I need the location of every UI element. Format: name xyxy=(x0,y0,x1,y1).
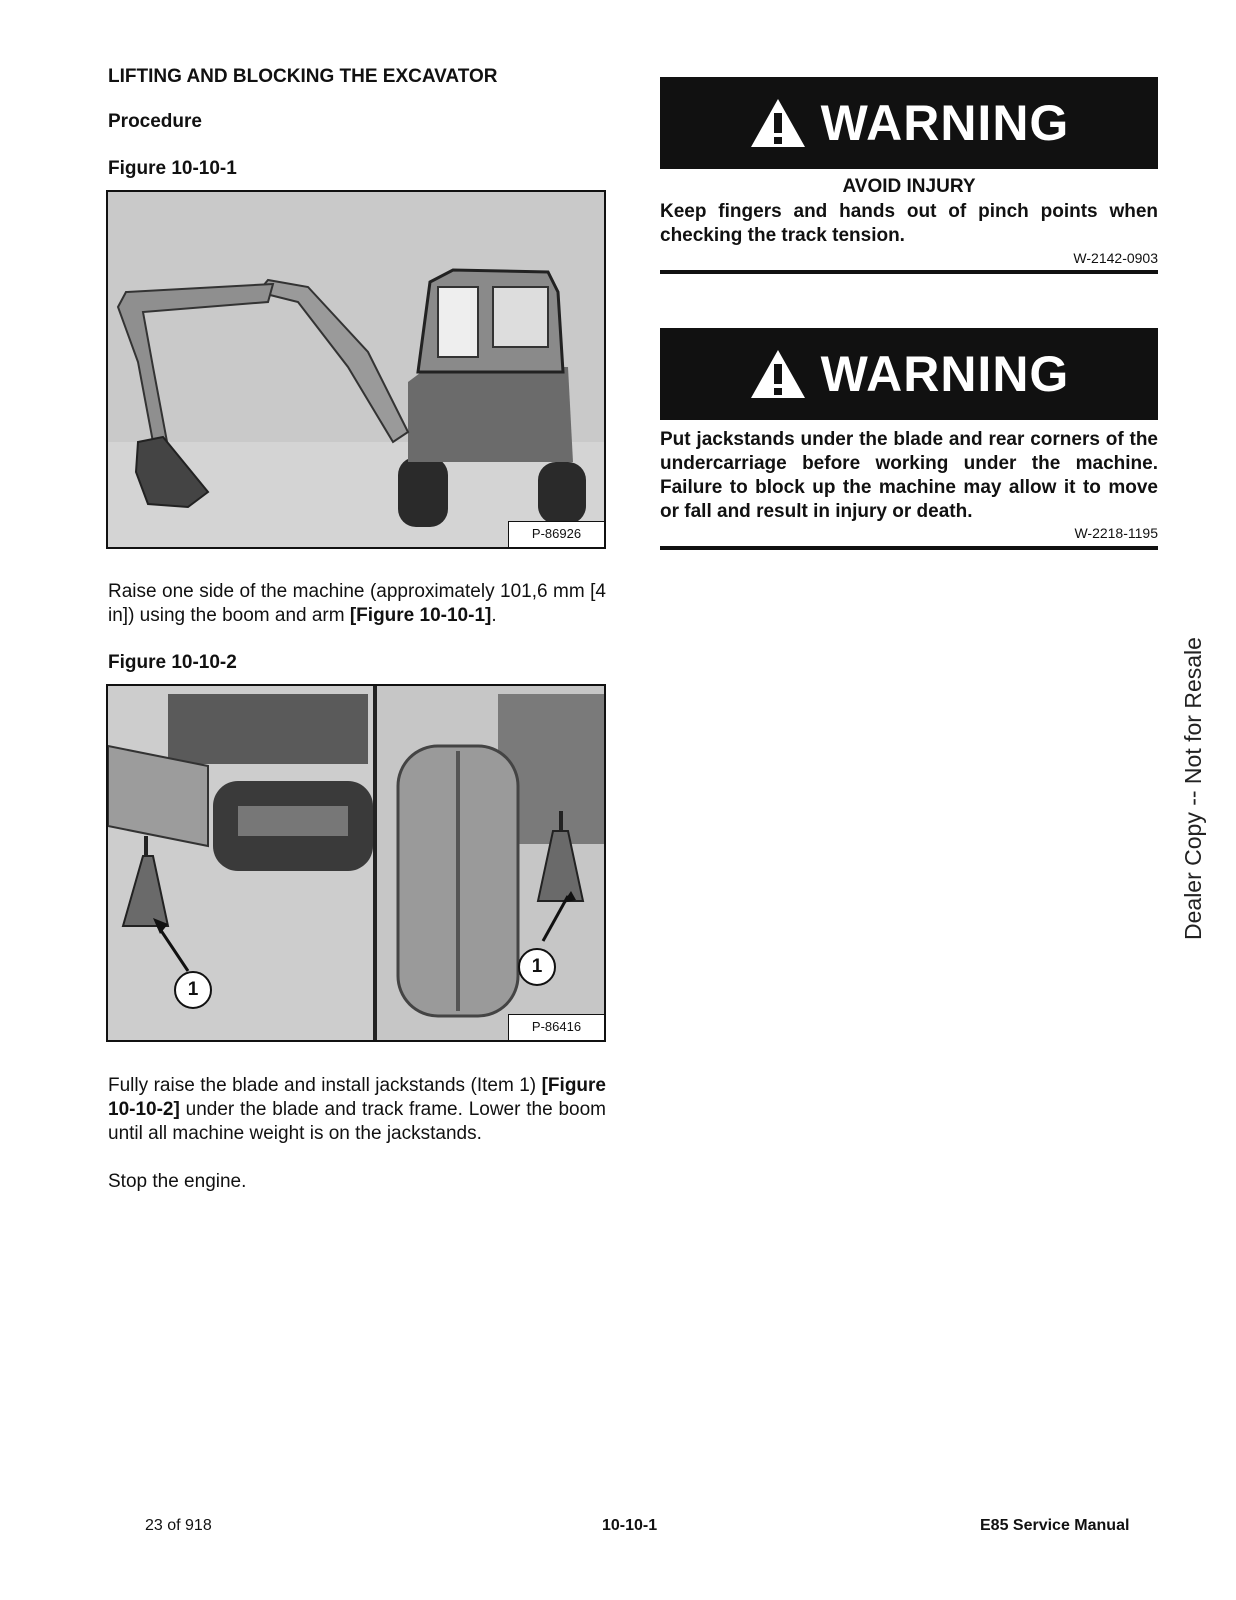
excavator-illustration xyxy=(108,192,604,547)
warning-title-1: WARNING xyxy=(820,95,1070,151)
callout-item-1-right: 1 xyxy=(518,948,556,986)
warning-banner-2 xyxy=(660,328,1158,420)
warning-1-rule xyxy=(660,270,1158,274)
warning-2-rule xyxy=(660,546,1158,550)
figure-2-caption: Figure 10-10-2 xyxy=(108,652,237,673)
instruction-raise-machine: Raise one side of the machine (approximately 101,6 mm [4 in]) using the boom and arm [Figure 10-10-1]. xyxy=(108,581,606,626)
warning-title-2: WARNING xyxy=(820,346,1070,402)
instruction-stop-engine: Stop the engine. xyxy=(108,1171,247,1192)
footer-manual-title: E85 Service Manual xyxy=(980,1517,1130,1534)
section-heading: LIFTING AND BLOCKING THE EXCAVATOR xyxy=(108,66,498,87)
footer-page-count: 23 of 918 xyxy=(145,1517,212,1534)
warning-triangle-icon xyxy=(749,348,807,400)
figure-2-photo-id: P-86416 xyxy=(508,1014,604,1040)
instruction-install-jackstands: Fully raise the blade and install jackstands (Item 1) [Figure 10-10-2] under the blade and track frame. Lower the boom until all machine weight is on the jackstands. xyxy=(108,1075,606,1144)
figure-1-photo-id: P-86926 xyxy=(508,521,604,547)
dealer-copy-watermark: Dealer Copy -- Not for Resale xyxy=(1180,637,1206,940)
procedure-heading: Procedure xyxy=(108,111,202,132)
callout-item-1-left: 1 xyxy=(174,971,212,1009)
figure-ref-1: [Figure 10-10-1] xyxy=(349,605,492,626)
warning-triangle-icon xyxy=(749,97,807,149)
warning-1-body: Keep fingers and hands out of pinch points when checking the track tension. xyxy=(660,201,1158,246)
warning-1-heading: AVOID INJURY xyxy=(842,176,976,197)
figure-ref-2: [Figure 10-10-2] xyxy=(108,1075,606,1120)
warning-2-code: W-2218-1195 xyxy=(1074,525,1158,541)
figure-1-caption: Figure 10-10-1 xyxy=(108,158,237,179)
footer-page-number: 10-10-1 xyxy=(602,1517,658,1534)
figure-2-photo xyxy=(106,684,606,1042)
figure-1-photo xyxy=(106,190,606,549)
warning-banner-1 xyxy=(660,77,1158,169)
warning-1-code: W-2142-0903 xyxy=(1073,250,1158,266)
warning-2-body: Put jackstands under the blade and rear corners of the undercarriage before working under the machine. Failure to block up the machine may allow it to move or fall and result in injury or death. xyxy=(660,429,1158,522)
